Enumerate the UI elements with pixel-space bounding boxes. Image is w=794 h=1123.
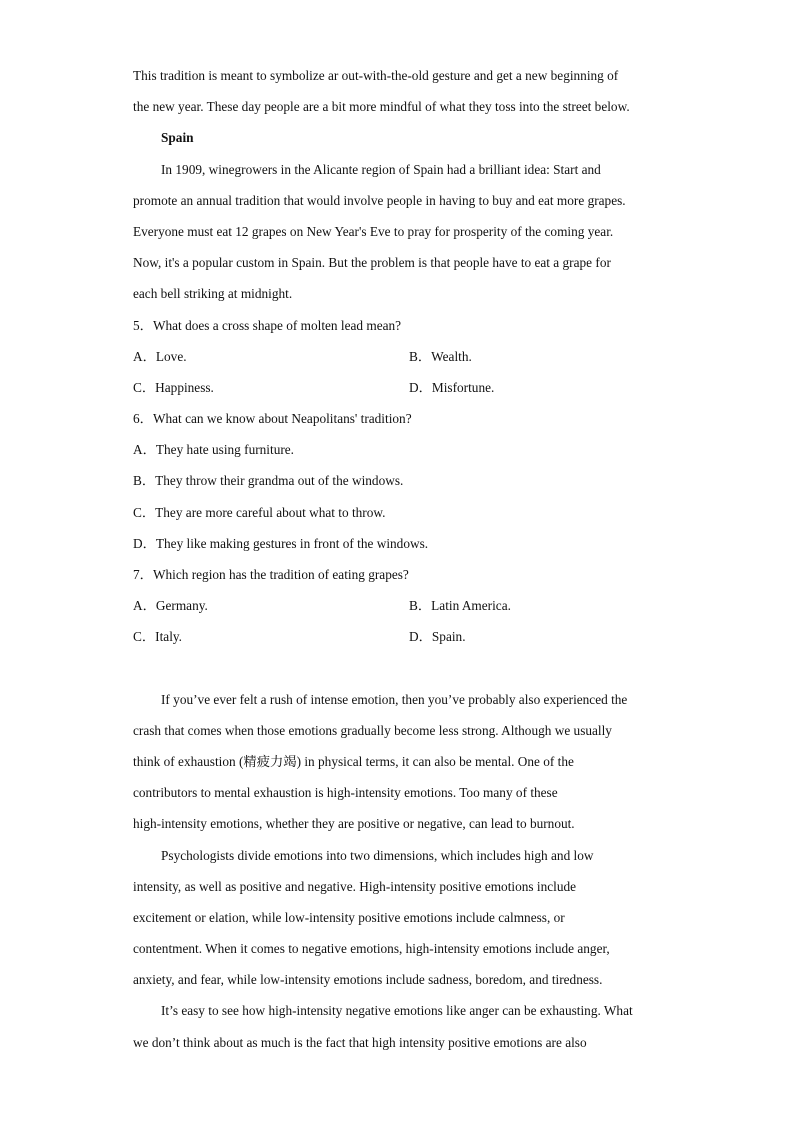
spain-paragraph-line: Now, it's a popular custom in Spain. But the problem is that people have to eat a grape for [133, 255, 611, 271]
passage1-line: This tradition is meant to symbolize ar out-with-the-old gesture and get a new beginning of [133, 68, 619, 83]
question-5-option-a: A．Love. [133, 348, 187, 364]
question-7-stem: 7．Which region has the tradition of eating grapes? [133, 567, 409, 582]
question-5-stem: 5．What does a cross shape of molten lead mean? [133, 317, 402, 333]
passage2-paragraph1-line: contributors to mental exhaustion is high-intensity emotions. Too many of these [133, 785, 558, 801]
passage2-paragraph2-line: excitement or elation, while low-intensity positive emotions include calmness, or [133, 909, 565, 925]
passage2-paragraph3-line: we don’t think about as much is the fact that high intensity positive emotions are also [133, 1034, 587, 1050]
passage2-paragraph2-line: intensity, as well as positive and negative. High-intensity positive emotions include [133, 878, 577, 894]
section-spacer [133, 653, 663, 684]
question-5-option-b: B．Wealth. [409, 348, 472, 364]
spain-paragraph-line: Everyone must eat 12 grapes on New Year's Eve to pray for prosperity of the coming year. [133, 223, 614, 239]
question-5-option-d: D．Misfortune. [409, 379, 495, 395]
question-6-option-a: A．They hate using furniture. [133, 442, 294, 458]
question-7-option-b: B．Latin America. [409, 598, 511, 614]
passage2-paragraph1-line: high-intensity emotions, whether they are positive or negative, can lead to burnout. [133, 816, 575, 832]
question-7-option-c: C．Italy. [133, 629, 182, 645]
passage2-paragraph2-line: anxiety, and fear, while low-intensity emotions include sadness, boredom, and tiredness. [133, 972, 603, 988]
spain-paragraph-line: In 1909, winegrowers in the Alicante region of Spain had a brilliant idea: Start and [161, 161, 601, 177]
question-7-options-row-2 [133, 621, 663, 652]
question-7-option-a: A．Germany. [133, 598, 208, 614]
question-6-stem: 6．What can we know about Neapolitans' tradition? [133, 411, 412, 427]
spain-heading: Spain [161, 130, 194, 146]
question-6-option-d: D．They like making gestures in front of the windows. [133, 535, 429, 551]
question-7-option-d: D．Spain. [409, 629, 466, 645]
question-7-options-row-1 [133, 590, 663, 621]
passage1-line: the new year. These day people are a bit more mindful of what they toss into the street below. [133, 99, 630, 115]
question-6-option-b: B．They throw their grandma out of the windows. [133, 473, 404, 489]
passage2-paragraph1-line: If you’ve ever felt a rush of intense emotion, then you’ve probably also experienced the [161, 691, 628, 707]
passage2-paragraph2-line: Psychologists divide emotions into two dimensions, which includes high and low [161, 847, 594, 863]
passage2-paragraph2-line: contentment. When it comes to negative emotions, high-intensity emotions include anger, [133, 941, 610, 957]
document-page [133, 60, 663, 1058]
question-6-option-c: C．They are more careful about what to throw. [133, 504, 386, 520]
question-5-option-c: C．Happiness. [133, 379, 214, 395]
spain-paragraph-line: each bell striking at midnight. [133, 286, 293, 302]
question-5-options-row-2 [133, 372, 663, 403]
passage2-paragraph1-line: crash that comes when those emotions gradually become less strong. Although we usually [133, 722, 612, 738]
spain-paragraph-line: promote an annual tradition that would involve people in having to buy and eat more grapes. [133, 192, 626, 208]
question-5-options-row-1 [133, 341, 663, 372]
passage2-paragraph1-line: think of exhaustion (精疲力竭) in physical terms, it can also be mental. One of the [133, 753, 574, 769]
passage2-paragraph3-line: It’s easy to see how high-intensity negative emotions like anger can be exhausting. What [161, 1003, 633, 1019]
